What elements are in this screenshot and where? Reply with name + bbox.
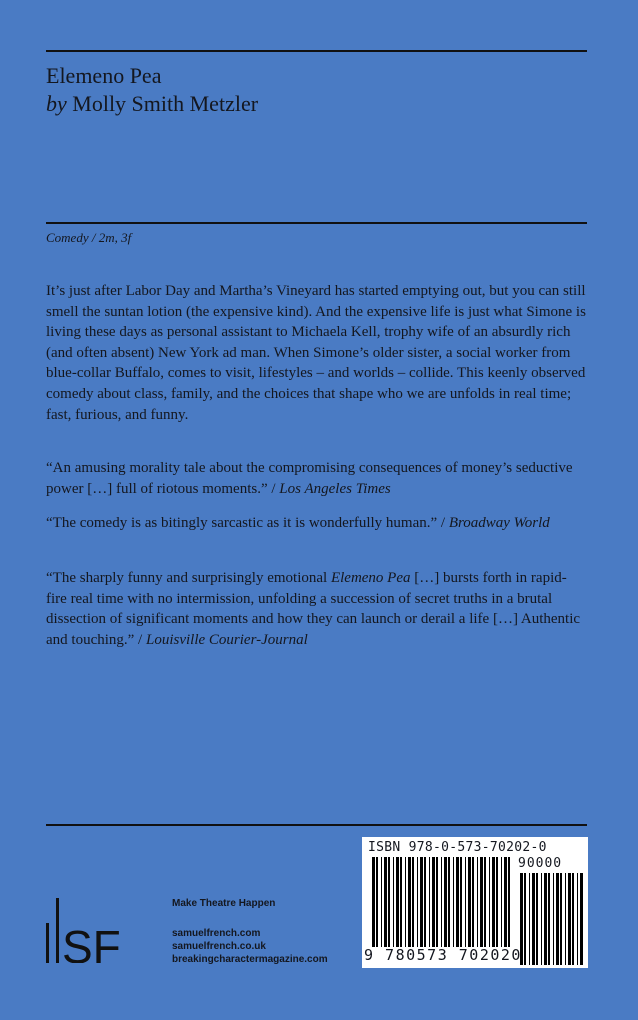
- genre-cast-line: Comedy / 2m, 3f: [46, 230, 132, 245]
- barcode-bar: [529, 873, 530, 965]
- url-samuelfrench-couk[interactable]: samuelfrench.co.uk: [172, 941, 266, 952]
- barcode-bar: [548, 873, 550, 965]
- barcode-bar: [504, 857, 507, 947]
- synopsis: It’s just after Labor Day and Martha’s Vineyard has started emptying out, but you can still smell the suntan lotion (the expensive kind). And the expensive life is just what Simone is living these days as personal assistant to Michaela Kell, trophy wife of an absurdly rich (and often absent) New York ad man. When Simone’s older sister, a social worker from blue-collar Buffalo, comes to visit, lifestyles – and worlds – collide. This keenly observed comedy about class, family, and the choices that shape who we are unfolds in real time; fast, furious, and funny.: [46, 283, 586, 423]
- quote-text-cont: […] bursts forth in rapid-fire real time with no intermission, unfolding a succession of secret truths in a brutal dissection of significant moments and how they can launch or derail a life […] Authentic and touching.” /: [46, 570, 581, 648]
- barcode-bar: [424, 857, 426, 947]
- barcode-bar: [444, 857, 447, 947]
- quote-title-ref: Elemeno Pea: [330, 570, 411, 586]
- barcode-bar: [572, 873, 574, 965]
- barcode-bar: [460, 857, 462, 947]
- barcode-bar: [393, 857, 394, 947]
- barcode-bar: [560, 873, 562, 965]
- barcode-number: 9 780573 702020: [364, 946, 522, 964]
- url-breakingcharacter[interactable]: breakingcharactermagazine.com: [172, 954, 328, 965]
- samuel-french-logo: [46, 893, 126, 968]
- barcode-bar: [388, 857, 390, 947]
- isbn-barcode: [362, 837, 588, 968]
- barcode-bar: [400, 857, 402, 947]
- barcode-bar: [536, 873, 538, 965]
- barcode-bar: [405, 857, 406, 947]
- barcode-bar: [420, 857, 423, 947]
- review-quote-1: [46, 458, 586, 499]
- barcode-bar: [568, 873, 571, 965]
- barcode-bar: [381, 857, 382, 947]
- barcode-bar: [376, 857, 378, 947]
- author-name: Molly Smith Metzler: [72, 91, 259, 116]
- url-samuelfrench-com[interactable]: samuelfrench.com: [172, 928, 261, 939]
- barcode-bar: [580, 873, 583, 965]
- barcode-bar: [453, 857, 454, 947]
- barcode-bar: [577, 873, 578, 965]
- barcode-bar: [541, 873, 542, 965]
- barcode-bar: [468, 857, 471, 947]
- barcode-bar: [496, 857, 498, 947]
- barcode-bar: [480, 857, 483, 947]
- barcode-bar: [429, 857, 430, 947]
- quote-source: Louisville Courier-Journal: [145, 631, 308, 648]
- barcode-bar: [484, 857, 486, 947]
- barcode-bar: [436, 857, 438, 947]
- barcode-bar: [553, 873, 554, 965]
- barcode-bar: [412, 857, 414, 947]
- barcode-bar: [556, 873, 559, 965]
- review-quote-3: [46, 568, 586, 650]
- barcode-bar: [384, 857, 387, 947]
- barcode-bar: [477, 857, 478, 947]
- publisher-urls: [172, 927, 328, 966]
- barcode-bar: [565, 873, 566, 965]
- barcode-bar: [417, 857, 418, 947]
- bottom-rule: [46, 824, 587, 826]
- barcode-bar: [472, 857, 474, 947]
- publisher-tagline: Make Theatre Happen: [172, 898, 276, 909]
- barcode-bar: [396, 857, 399, 947]
- barcode-bar: [544, 873, 547, 965]
- author-prefix: by: [46, 91, 67, 116]
- barcode-bar: [408, 857, 411, 947]
- barcode-bar: [508, 857, 510, 947]
- quote-text: “An amusing morality tale about the compromising consequences of money’s seductive power […] full of riotous moments.” /: [46, 460, 573, 497]
- barcode-bar: [524, 873, 526, 965]
- barcode-bar: [492, 857, 495, 947]
- book-title: Elemeno Pea: [46, 63, 162, 88]
- logo-letters: SF: [62, 921, 121, 963]
- quote-source: Broadway World: [448, 515, 550, 531]
- quote-text: “The sharply funny and surprisingly emotional: [46, 570, 331, 586]
- barcode-bar: [465, 857, 466, 947]
- barcode-bar: [456, 857, 459, 947]
- review-quote-2: [46, 513, 586, 534]
- price-addon: 90000: [518, 856, 563, 871]
- quote-text: “The comedy is as bitingly sarcastic as it is wonderfully human.” /: [46, 515, 449, 531]
- middle-rule: [46, 222, 587, 224]
- barcode-bar: [501, 857, 502, 947]
- barcode-bar: [372, 857, 375, 947]
- barcode-bar: [441, 857, 442, 947]
- barcode-bar: [448, 857, 450, 947]
- barcode-bar: [489, 857, 490, 947]
- barcode-bar: [432, 857, 435, 947]
- author-line: [46, 90, 258, 118]
- quote-source: Los Angeles Times: [279, 480, 391, 497]
- isbn-label: ISBN 978-0-573-70202-0: [368, 840, 547, 855]
- top-rule: [46, 50, 587, 52]
- barcode-bar: [532, 873, 535, 965]
